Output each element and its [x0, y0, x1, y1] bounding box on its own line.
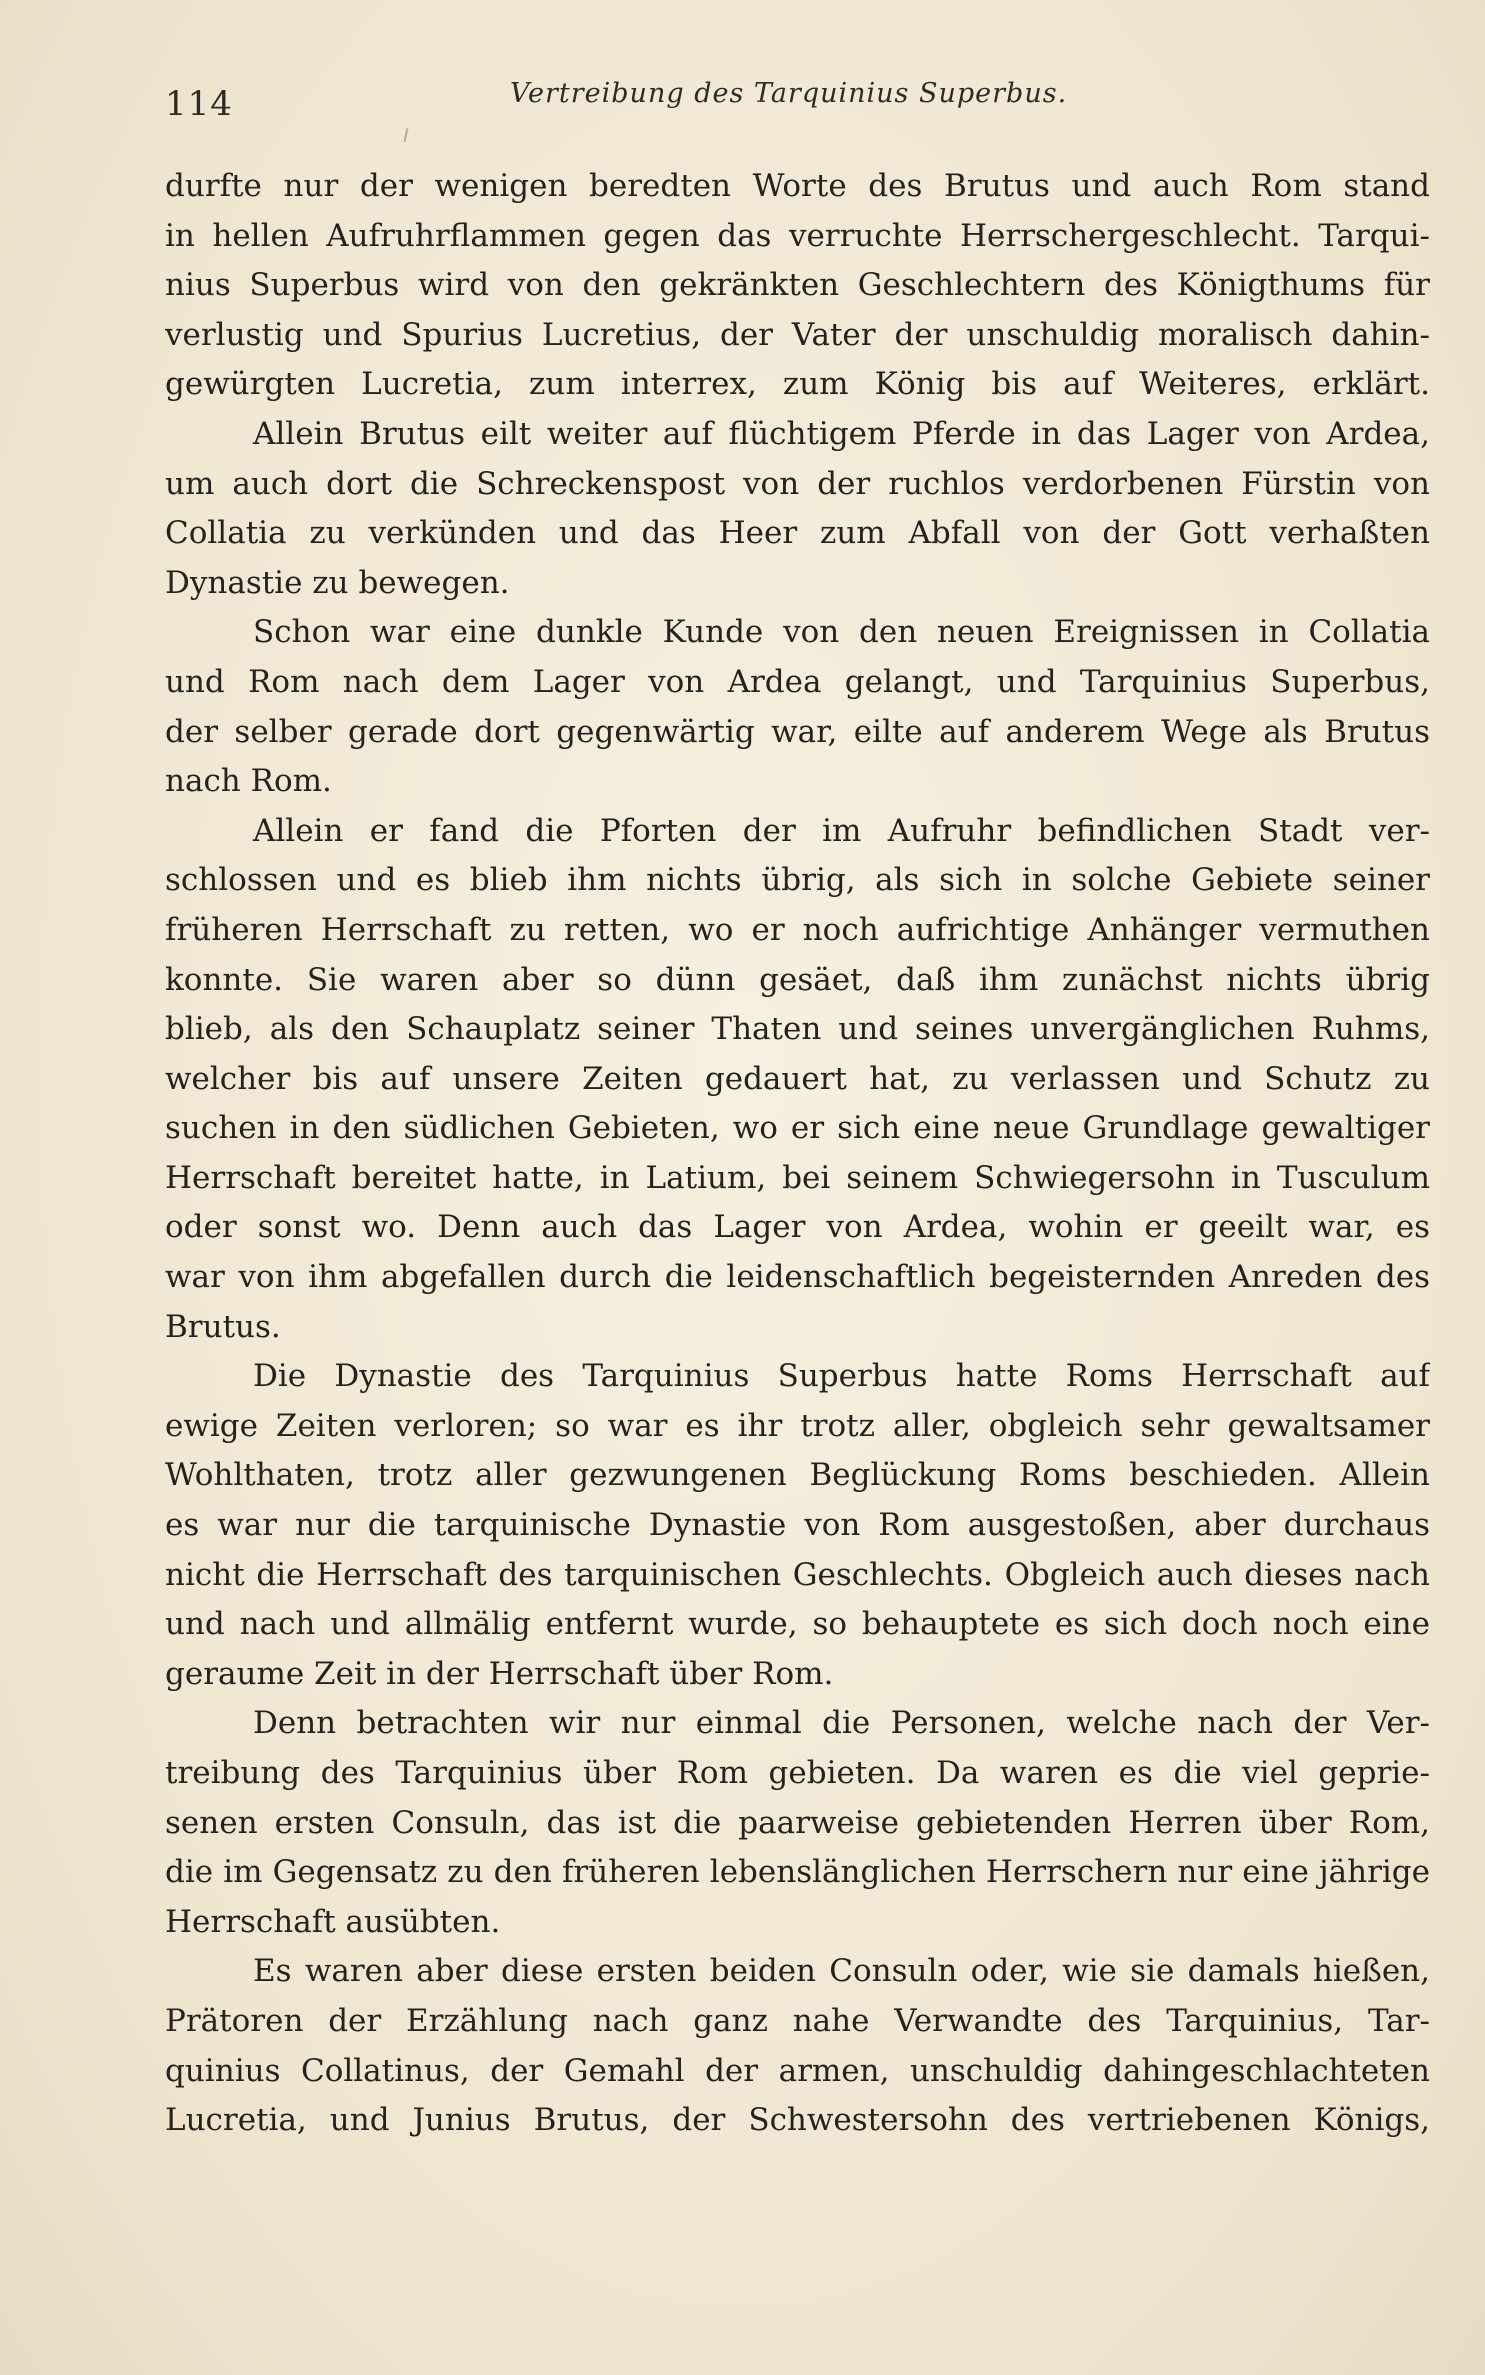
text-line: der selber gerade dort gegenwärtig war, eilte auf anderem Wege als Brutus	[165, 713, 1430, 750]
text-line: geraume Zeit in der Herrschaft über Rom.	[165, 1655, 834, 1692]
text-line: verlustig und Spurius Lucretius, der Vater der unschuldig moralisch dahin-	[165, 316, 1430, 353]
text-line: suchen in den südlichen Gebieten, wo er sich eine neue Grundlage gewaltiger	[165, 1110, 1430, 1147]
text-line: es war nur die tarquinische Dynastie von Rom ausgestoßen, aber durchaus	[165, 1507, 1430, 1544]
text-line: Prätoren der Erzählung nach ganz nahe Verwandte des Tarquinius, Tar-	[165, 2002, 1430, 2039]
text-line: schlossen und es blieb ihm nichts übrig, als sich in solche Gebiete seiner	[165, 862, 1430, 899]
text-line: durfte nur der wenigen beredten Worte des Brutus und auch Rom stand	[165, 168, 1430, 204]
text-line: früheren Herrschaft zu retten, wo er noch aufrichtige Anhänger vermuthen	[165, 911, 1430, 948]
text-line: um auch dort die Schreckenspost von der ruchlos verdorbenen Fürstin von	[165, 465, 1430, 502]
text-line: welcher bis auf unsere Zeiten gedauert hat, zu verlassen und Schutz zu	[165, 1060, 1430, 1097]
text-line: blieb, als den Schauplatz seiner Thaten und seines unvergänglichen Ruhms,	[165, 1011, 1430, 1048]
text-line: konnte. Sie waren aber so dünn gesäet, daß ihm zunächst nichts übrig	[165, 961, 1430, 998]
page-header	[165, 78, 1465, 128]
text-line: Denn betrachten wir nur einmal die Personen, welche nach der Ver-	[253, 1705, 1430, 1742]
text-line: war von ihm abgefallen durch die leidenschaftlich begeisternden Anreden des	[165, 1259, 1430, 1296]
text-line: die im Gegensatz zu den früheren lebenslänglichen Herrschern nur eine jährige	[165, 1854, 1430, 1891]
body-text	[165, 162, 1430, 2146]
text-line: und Rom nach dem Lager von Ardea gelangt, und Tarquinius Superbus,	[165, 663, 1430, 700]
text-line: nach Rom.	[165, 763, 332, 800]
text-line: Es waren aber diese ersten beiden Consuln oder, wie sie damals hießen,	[253, 1953, 1430, 1990]
text-line: Brutus.	[165, 1308, 281, 1345]
text-line: nius Superbus wird von den gekränkten Geschlechtern des Königthums für	[165, 267, 1430, 304]
text-line: Die Dynastie des Tarquinius Superbus hatte Roms Herrschaft auf	[253, 1358, 1430, 1395]
text-line: in hellen Aufruhrflammen gegen das verruchte Herrschergeschlecht. Tarqui-	[165, 217, 1430, 254]
page-number: 114	[165, 84, 233, 124]
text-line: und nach und allmälig entfernt wurde, so behauptete es sich doch noch eine	[165, 1606, 1430, 1643]
text-line: ewige Zeiten verloren; so war es ihr trotz aller, obgleich sehr gewaltsamer	[165, 1407, 1430, 1444]
text-line: Wohlthaten, trotz aller gezwungenen Beglückung Roms beschieden. Allein	[165, 1457, 1430, 1494]
running-title: Vertreibung des Tarquinius Superbus.	[510, 78, 1068, 109]
text-line: Herrschaft bereitet hatte, in Latium, bei seinem Schwiegersohn in Tusculum	[165, 1159, 1430, 1196]
text-line: treibung des Tarquinius über Rom gebieten. Da waren es die viel geprie-	[165, 1755, 1430, 1791]
text-line: gewürgten Lucretia, zum interrex, zum König bis auf Weiteres, erklärt.	[165, 366, 1430, 403]
text-line: Dynastie zu bewegen.	[165, 564, 510, 601]
text-line: oder sonst wo. Denn auch das Lager von Ardea, wohin er geeilt war, es	[165, 1209, 1430, 1246]
text-line: Lucretia, und Junius Brutus, der Schwestersohn des vertriebenen Königs,	[165, 2102, 1430, 2139]
ink-mark	[404, 128, 409, 142]
text-line: nicht die Herrschaft des tarquinischen Geschlechts. Obgleich auch dieses nach	[165, 1556, 1430, 1593]
text-line: quinius Collatinus, der Gemahl der armen, unschuldig dahingeschlachteten	[165, 2052, 1430, 2089]
text-line: Schon war eine dunkle Kunde von den neuen Ereignissen in Collatia	[253, 614, 1430, 651]
text-line: senen ersten Consuln, das ist die paarweise gebietenden Herren über Rom,	[165, 1804, 1430, 1841]
text-line: Collatia zu verkünden und das Heer zum Abfall von der Gott verhaßten	[165, 515, 1430, 552]
text-line: Herrschaft ausübten.	[165, 1903, 501, 1940]
text-line: Allein er fand die Pforten der im Aufruhr befindlichen Stadt ver-	[253, 812, 1430, 849]
text-line: Allein Brutus eilt weiter auf flüchtigem Pferde in das Lager von Ardea,	[253, 415, 1430, 452]
